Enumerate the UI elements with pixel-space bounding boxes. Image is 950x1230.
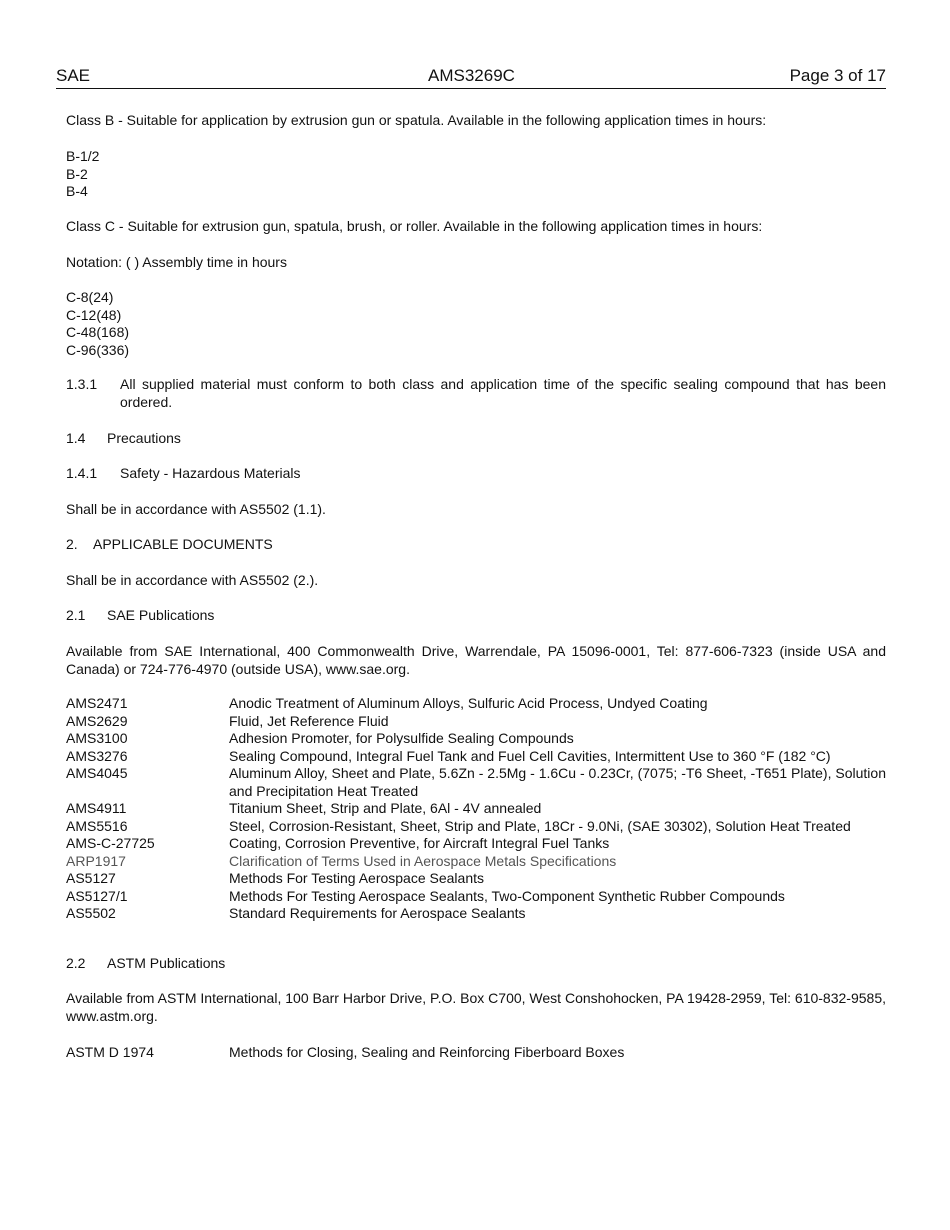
reference-title: Methods For Testing Aerospace Sealants [229,870,485,886]
reference-title: Adhesion Promoter, for Polysulfide Sealing Compounds [229,730,574,746]
section-title: APPLICABLE DOCUMENTS [93,536,273,552]
class-c-notation: Notation: ( ) Assembly time in hours [66,254,287,270]
section-title: Precautions [107,430,181,446]
reference-row [66,713,886,731]
reference-row [66,905,886,923]
section-1-4-1-body: Shall be in accordance with AS5502 (1.1). [66,501,326,517]
section-2-body: Shall be in accordance with AS5502 (2.). [66,572,319,588]
reference-code: AMS3276 [66,747,128,764]
section-1-3-1 [66,376,886,412]
reference-row [66,695,886,713]
reference-code: AS5127/1 [66,887,128,904]
reference-title: Titanium Sheet, Strip and Plate, 6Al - 4V annealed [229,800,542,816]
reference-title: Clarification of Terms Used in Aerospace Metals Specifications [229,852,617,869]
reference-row [66,835,886,853]
reference-code: ARP1917 [66,852,126,869]
reference-row [66,800,886,818]
reference-title: Sealing Compound, Integral Fuel Tank and Fuel Cell Cavities, Intermittent Use to 360 °F (182 °C) [229,747,831,764]
reference-code: ASTM D 1974 [66,1044,154,1060]
reference-code: AMS-C-27725 [66,835,155,851]
section-title: SAE Publications [107,607,215,623]
header-org: SAE [56,66,91,85]
class-b-item: B-2 [66,165,88,182]
class-c-item: C-12(48) [66,306,122,323]
page-header [56,66,886,89]
reference-row [66,853,886,871]
reference-code: AMS2471 [66,695,128,711]
reference-row [66,888,886,906]
section-2-2-body: Available from ASTM International, 100 Barr Harbor Drive, P.O. Box C700, West Conshohocken, PA 19428-2959, Tel: 610-832-9585, www.astm.org. [66,990,886,1024]
reference-title: Coating, Corrosion Preventive, for Aircraft Integral Fuel Tanks [229,835,610,851]
header-doc-id: AMS3269C [428,66,515,85]
section-number: 2. [66,536,78,552]
reference-row [66,870,886,888]
reference-title: Fluid, Jet Reference Fluid [229,712,389,729]
reference-code: AS5127 [66,870,116,886]
astm-reference-list [66,1044,886,1062]
class-b-item: B-1/2 [66,148,100,164]
reference-row [66,765,886,800]
class-b-item: B-4 [66,183,88,199]
reference-code: AMS3100 [66,730,128,746]
reference-code: AMS2629 [66,712,128,729]
reference-code: AMS5516 [66,817,128,834]
reference-title: Standard Requirements for Aerospace Sealants [229,905,526,921]
sae-reference-list [66,695,886,923]
section-number: 1.4 [66,430,86,446]
reference-code: AS5502 [66,905,116,921]
section-number: 1.3.1 [66,376,98,392]
section-title: Safety - Hazardous Materials [120,465,301,481]
class-b-paragraph: Class B - Suitable for application by extrusion gun or spatula. Available in the following application times in hours: [66,112,767,128]
class-c-item: C-48(168) [66,324,130,340]
reference-row [66,818,886,836]
section-2-1-body: Available from SAE International, 400 Commonwealth Drive, Warrendale, PA 15096-0001, Tel: 877-606-7323 (inside USA and Canada) or 724-776-4970 (outside USA), www.sae.org. [66,643,886,677]
reference-code: AMS4911 [66,800,127,816]
section-number: 2.1 [66,607,86,623]
class-c-paragraph: Class C - Suitable for extrusion gun, spatula, brush, or roller. Available in the following application times in hours: [66,218,763,234]
reference-title: Methods For Testing Aerospace Sealants, Two-Component Synthetic Rubber Compounds [229,887,785,904]
reference-title: Aluminum Alloy, Sheet and Plate, 5.6Zn - 2.5Mg - 1.6Cu - 0.23Cr, (7075; -T6 Sheet, -T651 Plate), Solution and Precipitation Heat Treated [229,765,886,799]
section-title: ASTM Publications [107,955,226,971]
section-number: 1.4.1 [66,465,98,481]
class-c-item: C-96(336) [66,341,130,358]
reference-code: AMS4045 [66,765,128,781]
section-text: All supplied material must conform to both class and application time of the specific sealing compound that has been ordered. [120,376,886,410]
header-page-number: Page 3 of 17 [789,66,886,85]
reference-title: Steel, Corrosion-Resistant, Sheet, Strip and Plate, 18Cr - 9.0Ni, (SAE 30302), Solution Heat Treated [229,817,851,834]
reference-row [66,748,886,766]
reference-row [66,730,886,748]
class-c-item: C-8(24) [66,289,114,305]
reference-title: Methods for Closing, Sealing and Reinforcing Fiberboard Boxes [229,1044,625,1060]
reference-title: Anodic Treatment of Aluminum Alloys, Sulfuric Acid Process, Undyed Coating [229,695,708,711]
section-number: 2.2 [66,955,86,971]
reference-row [66,1044,886,1062]
